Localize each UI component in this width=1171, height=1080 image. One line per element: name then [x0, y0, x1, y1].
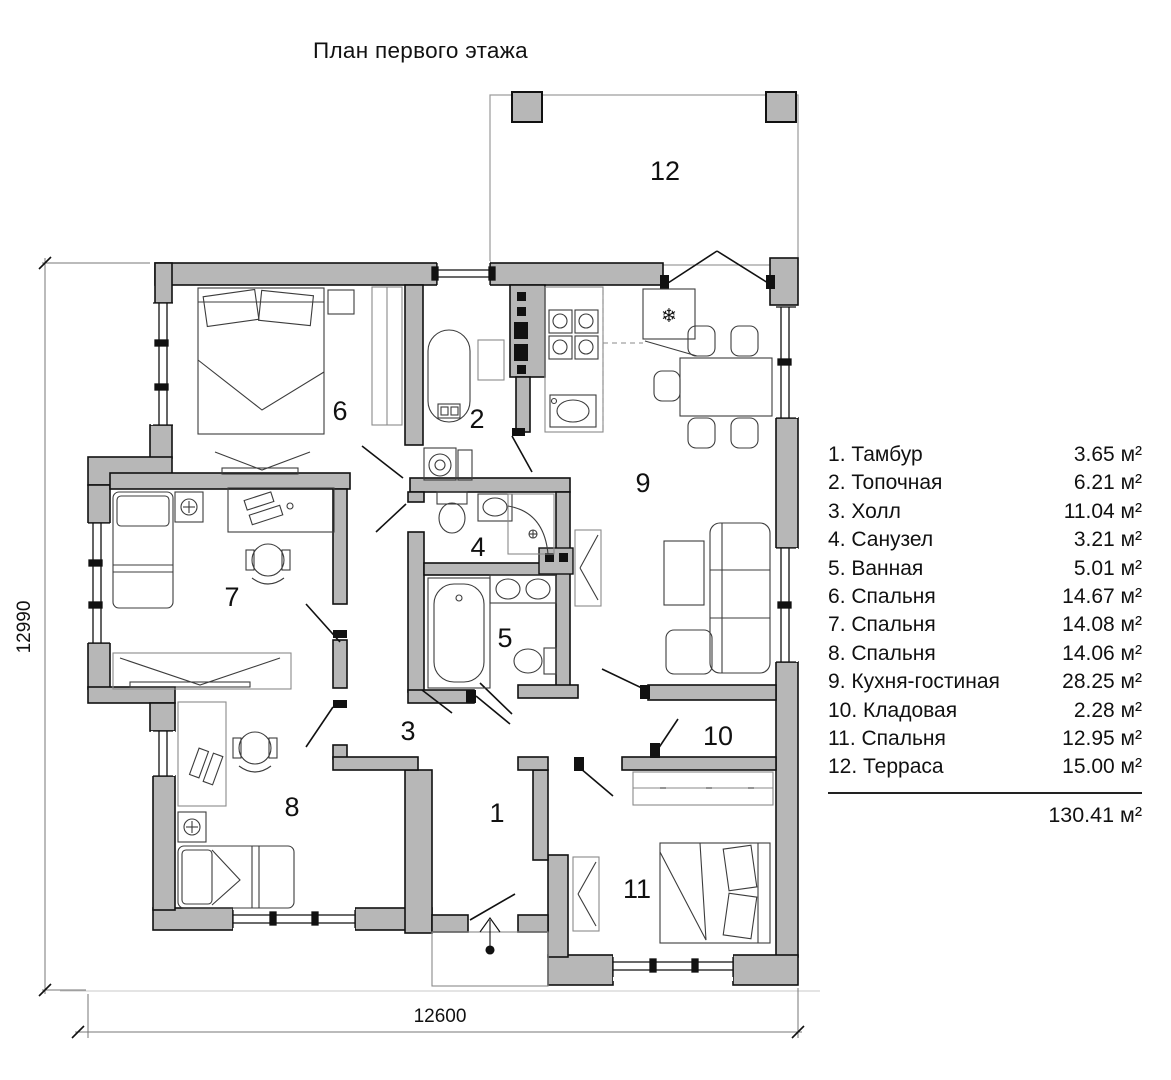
legend-name: Санузел: [851, 528, 934, 552]
walls-layer: [88, 258, 798, 985]
bed-single-room7: [113, 492, 173, 608]
nightstand-room7: [175, 492, 203, 522]
legend-num: 9 .: [828, 668, 851, 696]
boiler-room2: [428, 330, 470, 422]
chair-room7: [246, 544, 290, 584]
kitchen-sink: [550, 395, 596, 427]
bed-double-room6: [198, 288, 354, 434]
legend-row-3: [828, 498, 1142, 526]
room-legend: [828, 441, 1142, 828]
total-area: 130.41 м²: [1048, 802, 1142, 827]
legend-num: 2 .: [828, 469, 851, 497]
wardrobe-top-room11: [633, 772, 773, 805]
dining-table: [654, 326, 772, 448]
legend-area: 11.04 м²: [1063, 499, 1142, 523]
room-label-3: 3: [400, 716, 416, 746]
legend-row-1: [828, 441, 1142, 469]
legend-name: Спальня: [851, 585, 936, 609]
dimension-height: 12990: [14, 600, 35, 654]
legend-num: 11 .: [828, 725, 861, 753]
legend-num: 7 .: [828, 611, 851, 639]
toilet-room4: [437, 492, 467, 533]
furniture-layer: [113, 287, 773, 986]
room-label-1: 1: [489, 798, 505, 828]
legend-area: 14.67 м²: [1062, 585, 1142, 609]
sink-room4: [478, 494, 512, 521]
legend-row-6: [828, 583, 1142, 611]
legend-name: Холл: [851, 499, 901, 523]
room-label-9: 9: [635, 468, 651, 498]
corner-shower: [508, 494, 554, 554]
legend-row-7: [828, 611, 1142, 639]
legend-num: 10 .: [828, 697, 863, 725]
windows-layer: [86, 261, 798, 981]
room-label-5: 5: [497, 623, 513, 653]
double-sink: [490, 575, 556, 603]
legend-name: Терраса: [863, 755, 944, 779]
desk-room7: [228, 488, 334, 532]
room-label-12: 12: [649, 156, 681, 186]
legend-name: Ванная: [851, 556, 924, 580]
toilet-room5: [514, 648, 556, 674]
room-label-10: 10: [702, 721, 734, 751]
entry-arrow: [480, 918, 500, 954]
legend-row-2: [828, 469, 1142, 497]
legend-name: Топочная: [851, 471, 943, 495]
closet-room7: [113, 653, 291, 689]
legend-num: 4 .: [828, 526, 851, 554]
legend-name: Спальня: [861, 727, 946, 751]
legend-row-12: [828, 753, 1142, 781]
legend-area: 3.65 м²: [1073, 443, 1142, 466]
room-label-11: 11: [622, 874, 652, 904]
dresser-room6: [215, 452, 310, 474]
legend-name: Тамбур: [851, 443, 923, 466]
legend-row-10: [828, 697, 1142, 725]
chair-room8: [233, 732, 277, 772]
room-label-4: 4: [470, 532, 486, 562]
legend-area: 3.21 м²: [1073, 528, 1142, 552]
terrace-columns: [512, 92, 796, 122]
legend-area: 2.28 м²: [1073, 698, 1142, 722]
washing-machine: [424, 448, 472, 480]
legend-name: Кладовая: [863, 698, 958, 722]
wardrobe-corridor: [575, 530, 601, 606]
room-label-7: 7: [224, 582, 240, 612]
snowflake-icon: ❄: [661, 306, 677, 327]
legend-name: Спальня: [851, 641, 936, 665]
legend-num: 12 .: [828, 753, 863, 781]
desk-room8: [178, 702, 226, 806]
room-label-2: 2: [469, 404, 485, 434]
wardrobe-room11: [573, 857, 599, 931]
legend-num: 5 .: [828, 555, 851, 583]
legend-area: 15.00 м²: [1062, 755, 1142, 779]
bed-single-room8: [178, 846, 294, 908]
legend-row-9: [828, 668, 1142, 696]
page-title: План первого этажа: [313, 38, 528, 63]
legend-row-4: [828, 526, 1142, 554]
legend-num: 3 .: [828, 498, 851, 526]
legend-area: 14.08 м²: [1062, 613, 1142, 637]
sofa: [666, 523, 770, 674]
nightstand-room8: [178, 812, 206, 842]
legend-num: 8 .: [828, 640, 851, 668]
legend-row-11: [828, 725, 1142, 753]
stove: [549, 310, 598, 359]
legend-area: 28.25 м²: [1062, 670, 1142, 694]
bathtub: [428, 578, 490, 688]
legend-area: 5.01 м²: [1073, 556, 1142, 580]
legend-num: 6 .: [828, 583, 851, 611]
legend-area: 6.21 м²: [1073, 471, 1142, 495]
room-label-6: 6: [332, 396, 348, 426]
room-label-8: 8: [284, 792, 300, 822]
legend-row-5: [828, 555, 1142, 583]
legend-area: 12.95 м²: [1062, 727, 1142, 751]
legend-area: 14.06 м²: [1062, 641, 1142, 665]
dimension-width: 12600: [413, 1006, 467, 1027]
legend-name: Спальня: [851, 613, 936, 637]
coffee-table: [664, 541, 704, 605]
vent-block-bath: [539, 548, 573, 574]
legend-divider: [828, 792, 1142, 794]
legend-name: Кухня-гостиная: [851, 670, 1000, 694]
legend-row-8: [828, 640, 1142, 668]
legend-num: 1 .: [828, 441, 851, 469]
bed-double-room11: [660, 843, 770, 943]
